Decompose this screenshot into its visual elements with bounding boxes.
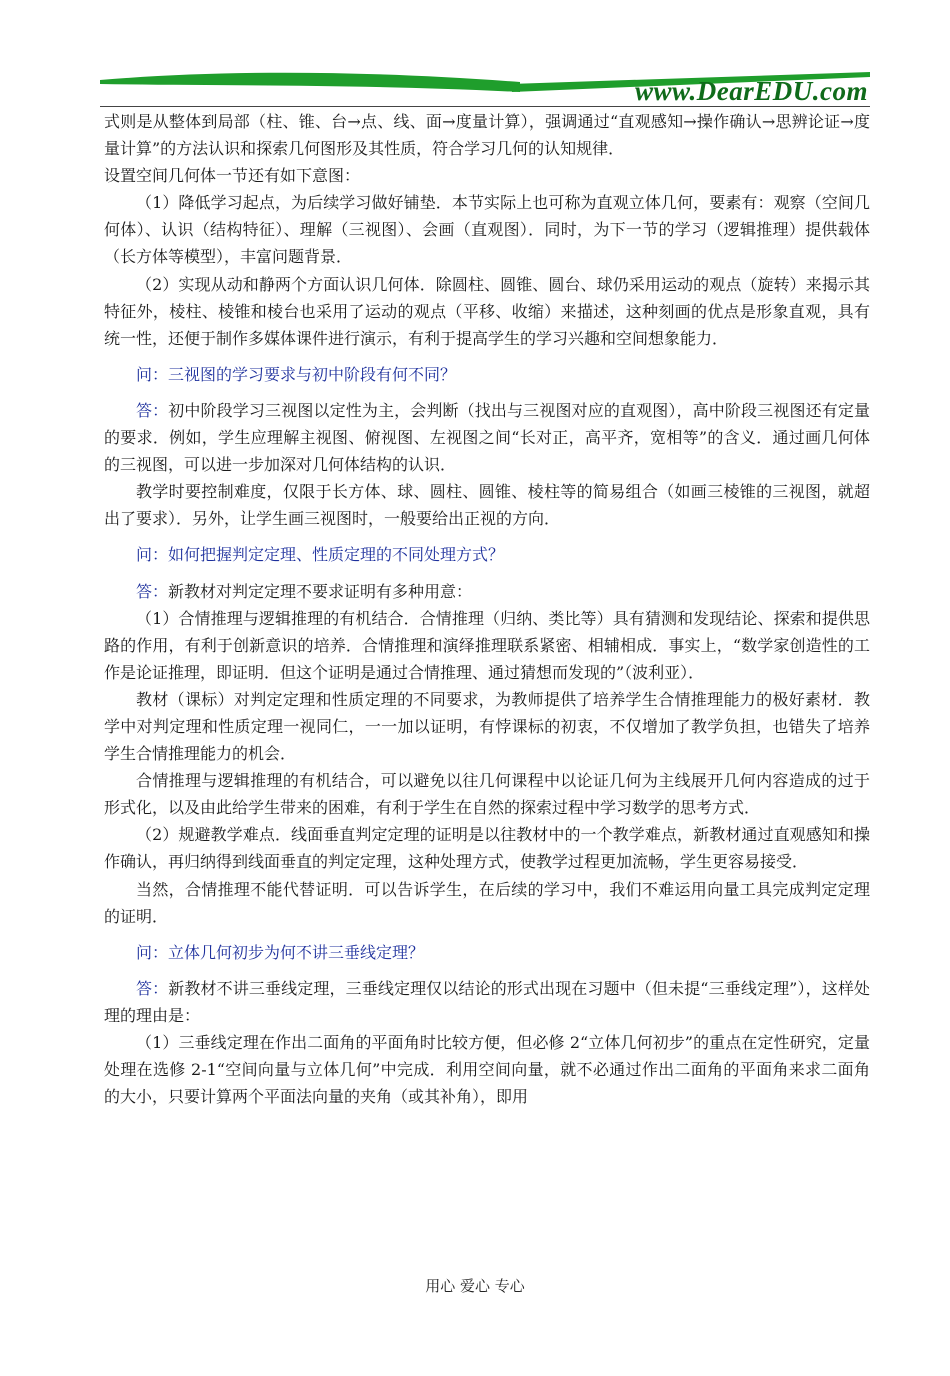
question-heading: 问：三视图的学习要求与初中阶段有何不同？ [136, 364, 457, 384]
paragraph: 式则是从整体到局部（柱、锥、台→点、线、面→度量计算），强调通过“直观感知→操作确认→思辨论证→度量计算”的方法认识和探索几何图形及其性质，符合学习几何的认知规律． [104, 112, 870, 159]
answer-text: 新教材对判定定理不要求证明有多种用意： [168, 581, 473, 601]
page-header [100, 62, 870, 108]
paragraph: （1）降低学习起点，为后续学习做好铺垫．本节实际上也可称为直观立体几何，要素有：观察（空间几何体）、认识（结构特征）、理解（三视图）、会画（直观图）．同时，为下一节的学习（逻辑推理）提供载体（长方体等模型），丰富问题背景． [104, 193, 870, 267]
paragraph: （2）规避教学难点．线面垂直判定定理的证明是以往教材中的一个教学难点，新教材通过直观感知和操作确认，再归纳得到线面垂直的判定定理，这种处理方式，使教学过程更加流畅，学生更容易接受． [104, 825, 870, 872]
site-logo-text[interactable]: www.DearEDU.com [634, 76, 868, 106]
paragraph: （1）合情推理与逻辑推理的有机结合．合情推理（归纳、类比等）具有猜测和发现结论、探索和提供思路的作用，有利于创新意识的培养．合情推理和演绎推理联系紧密、相辅相成．事实上，“数学家创造性的工作是论证推理，即证明．但这个证明是通过合情推理、通过猜想而发现的”（波利亚）． [104, 608, 870, 682]
paragraph: 当然，合情推理不能代替证明．可以告诉学生，在后续的学习中，我们不难运用向量工具完成判定定理的证明． [104, 879, 870, 926]
question-heading: 问：立体几何初步为何不讲三垂线定理？ [136, 942, 425, 962]
answer-paragraph [104, 578, 870, 605]
page-footer: 用心 爱心 专心 [425, 1277, 525, 1295]
answer-text: 初中阶段学习三视图以定性为主，会判断（找出与三视图对应的直观图），高中阶段三视图还有定量的要求．例如，学生应理解主视图、俯视图、左视图之间“长对正，高平齐，宽相等”的含义．通过画几何体的三视图，可以进一步加深对几何体结构的认识． [104, 400, 870, 475]
paragraph: （1）三垂线定理在作出二面角的平面角时比较方便，但必修 2“立体几何初步”的重点在定性研究，定量处理在选修 2-1“空间向量与立体几何”中完成．利用空间向量，就不必通过作出二面角的平面角来求二面角的大小，只要计算两个平面法向量的夹角（或其补角），即用 [104, 1033, 870, 1107]
paragraph: （2）实现从动和静两个方面认识几何体．除圆柱、圆锥、圆台、球仍采用运动的观点（旋转）来揭示其特征外，棱柱、棱锥和棱台也采用了运动的观点（平移、收缩）来描述，这种刻画的优点是形象直观，具有统一性，还便于制作多媒体课件进行演示，有利于提高学生的学习兴趣和空间想象能力． [104, 274, 870, 348]
paragraph: 教学时要控制难度，仅限于长方体、球、圆柱、圆锥、棱柱等的简易组合（如画三棱锥的三视图，就超出了要求）．另外，让学生画三视图时，一般要给出正视的方向． [104, 482, 870, 529]
paragraph: 教材（课标）对判定定理和性质定理的不同要求，为教师提供了培养学生合情推理能力的极好素材．教学中对判定理和性质定理一视同仁，一一加以证明，有悖课标的初衷，不仅增加了教学负担，也错失了培养学生合情推理能力的机会． [104, 689, 870, 764]
answer-label: 答： [136, 400, 169, 420]
answer-paragraph [104, 975, 870, 1029]
paragraph: 合情推理与逻辑推理的有机结合，可以避免以往几何课程中以论证几何为主线展开几何内容造成的过于形式化，以及由此给学生带来的困难，有利于学生在自然的探索过程中学习数学的思考方式． [104, 771, 870, 818]
header-rule [100, 106, 870, 107]
question-heading: 问：如何把握判定定理、性质定理的不同处理方式？ [136, 545, 505, 565]
answer-paragraph [104, 397, 870, 478]
answer-label: 答： [136, 581, 169, 601]
answer-text: 新教材不讲三垂线定理，三垂线定理仅以结论的形式出现在习题中（但未提“三垂线定理”），这样处理的理由是： [104, 978, 870, 1025]
document-body [104, 108, 870, 1110]
paragraph: 设置空间几何体一节还有如下意图： [104, 166, 361, 186]
answer-label: 答： [136, 978, 169, 998]
